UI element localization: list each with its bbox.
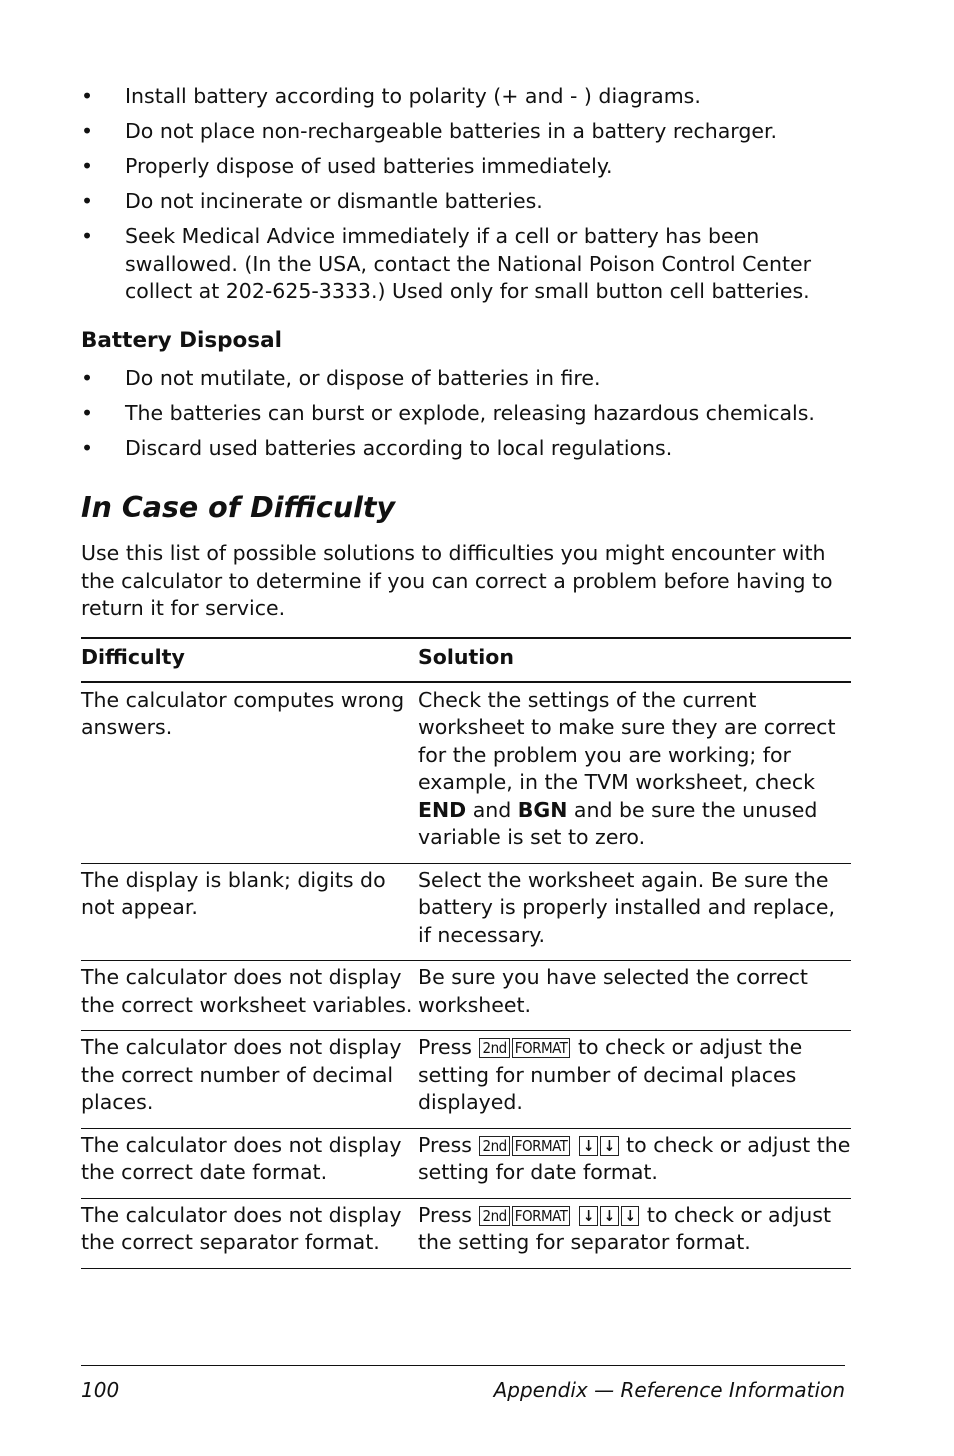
list-item: • Install battery according to polarity (+ and - ) diagrams.: [81, 83, 851, 111]
table-row: [81, 1031, 851, 1129]
table-row: [81, 1129, 851, 1199]
solution-cell: Check the settings of the current worksheet to make sure they are correct for the problem you are working; for example, in the TVM worksheet, check END and BGN and be sure the unused variable is set to zero.: [418, 687, 836, 849]
difficulty-cell: The calculator computes wrong answers.: [81, 687, 405, 739]
end-key-label: END: [418, 797, 467, 822]
table-row: [81, 961, 851, 1031]
solution-cell: Press 2nd FORMAT ↓ ↓ to check or adjust the setting for date format.: [418, 1132, 851, 1184]
list-item: • Do not mutilate, or dispose of batteries in fire.: [81, 365, 851, 393]
down-arrow-key-icon: ↓: [579, 1206, 598, 1226]
table-row: [81, 1199, 851, 1269]
solution-cell: Select the worksheet again. Be sure the battery is properly installed and replace, if necessary.: [418, 867, 836, 947]
solution-cell: Press 2nd FORMAT to check or adjust the setting for number of decimal places displayed.: [418, 1035, 803, 1114]
battery-safety-list: [81, 83, 851, 313]
list-item: • The batteries can burst or explode, releasing hazardous chemicals.: [81, 400, 851, 428]
format-key-icon: FORMAT: [512, 1206, 571, 1226]
column-header-difficulty: Difficulty: [81, 645, 185, 669]
difficulty-table: [81, 637, 851, 1269]
list-item: • Do not incinerate or dismantle batteries.: [81, 188, 851, 216]
page-number: 100: [81, 1378, 120, 1402]
bullet-icon: •: [81, 224, 94, 248]
bullet-icon: •: [81, 119, 94, 143]
bullet-icon: •: [81, 189, 94, 213]
battery-disposal-list: [81, 365, 851, 470]
down-arrow-key-icon: ↓: [600, 1206, 619, 1226]
list-item: • Properly dispose of used batteries immediately.: [81, 153, 851, 181]
format-key-icon: FORMAT: [512, 1038, 571, 1058]
list-item: • Discard used batteries according to local regulations.: [81, 435, 851, 463]
table-header-row: [81, 639, 851, 683]
table-row: [81, 683, 851, 864]
down-arrow-key-icon: ↓: [621, 1206, 640, 1226]
down-arrow-key-icon: ↓: [579, 1136, 598, 1156]
bullet-icon: •: [81, 84, 94, 108]
difficulty-cell: The display is blank; digits do not appear.: [81, 867, 386, 919]
chapter-title: Appendix — Reference Information: [493, 1378, 845, 1402]
2nd-key-icon: 2nd: [479, 1038, 509, 1058]
bullet-icon: •: [81, 401, 94, 425]
difficulty-cell: The calculator does not display the correct date format.: [81, 1132, 402, 1184]
list-item: • Do not place non-rechargeable batteries in a battery recharger.: [81, 118, 851, 146]
2nd-key-icon: 2nd: [479, 1136, 509, 1156]
section-title: In Case of Difficulty: [81, 491, 396, 524]
down-arrow-key-icon: ↓: [600, 1136, 619, 1156]
bullet-icon: •: [81, 366, 94, 390]
column-header-solution: Solution: [418, 645, 514, 669]
solution-cell: Press 2nd FORMAT ↓ ↓ ↓ to check or adjust the setting for separator format.: [418, 1202, 832, 1254]
bullet-icon: •: [81, 436, 94, 460]
section-intro: Use this list of possible solutions to difficulties you might encounter with the calculator to determine if you can correct a problem before having to return it for service.: [81, 541, 833, 620]
difficulty-cell: The calculator does not display the correct worksheet variables.: [81, 965, 413, 1017]
battery-disposal-heading: Battery Disposal: [81, 328, 282, 353]
format-key-icon: FORMAT: [512, 1136, 571, 1156]
difficulty-cell: The calculator does not display the correct separator format.: [81, 1202, 402, 1254]
footer-divider: [81, 1365, 845, 1366]
solution-cell: Be sure you have selected the correct worksheet.: [418, 965, 808, 1017]
table-row: [81, 864, 851, 962]
bgn-key-label: BGN: [517, 797, 568, 822]
list-item: • Seek Medical Advice immediately if a cell or battery has been swallowed. (In the USA, contact the National Poison Control Center collect at 202-625-3333.) Used only for small button cell batteries.: [81, 224, 812, 303]
difficulty-cell: The calculator does not display the correct number of decimal places.: [81, 1035, 402, 1114]
2nd-key-icon: 2nd: [479, 1206, 509, 1226]
bullet-icon: •: [81, 154, 94, 178]
